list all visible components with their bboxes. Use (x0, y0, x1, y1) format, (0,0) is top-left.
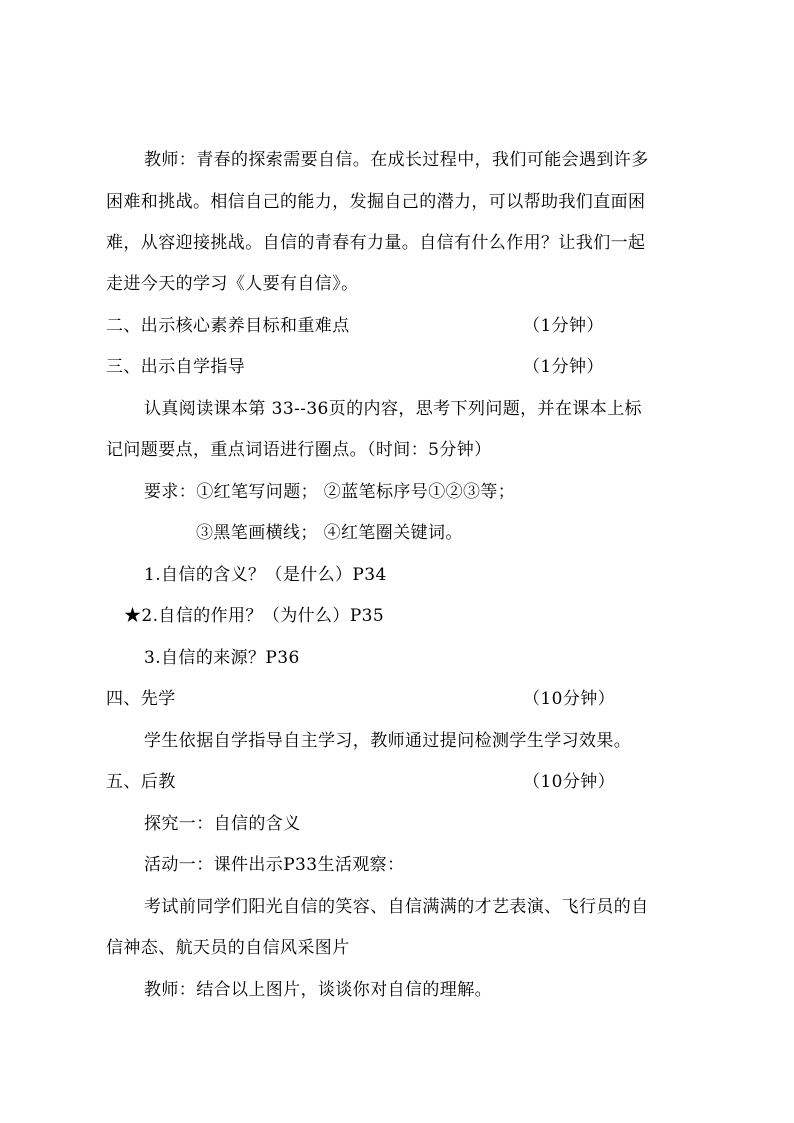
teacher-prompt: 教师：结合以上图片，谈谈你对自信的理解。 (144, 980, 492, 1000)
description-line: 考试前同学们阳光自信的笑容、自信满满的才艺表演、飞行员的自 (144, 897, 649, 917)
section-heading-5: 五、后教 (106, 772, 176, 792)
explore-heading: 探究一：自信的含义 (144, 814, 301, 834)
section-time-2: （1分钟） (523, 316, 604, 336)
section-heading-4: 四、先学 (106, 689, 176, 709)
section-text: 学生依据自学指导自主学习，教师通过提问检测学生学习效果。 (144, 731, 632, 751)
description-line: 信神态、航天员的自信风采图片 (106, 938, 350, 958)
paragraph-line: 走进今天的学习《人要有自信》。 (106, 274, 359, 294)
question-item-starred: ★2.自信的作用？（为什么）P35 (124, 606, 385, 626)
section-time-4: （10分钟） (523, 689, 616, 709)
question-item: 3.自信的来源？P36 (144, 648, 300, 668)
guidance-line: 记问题要点，重点词语进行圈点。（时间：5分钟） (106, 440, 492, 460)
paragraph-line: 教师：青春的探索需要自信。在成长过程中，我们可能会遇到许多 (144, 150, 649, 170)
question-item: 1.自信的含义？（是什么）P34 (144, 565, 387, 585)
paragraph-line: 难，从容迎接挑战。自信的青春有力量。自信有什么作用？让我们一起 (106, 233, 646, 253)
requirement-line: ③黑笔画横线； ④红笔圈关键词。 (196, 523, 463, 543)
activity-line: 活动一：课件出示P33生活观察： (144, 855, 405, 875)
section-time-3: （1分钟） (523, 357, 604, 377)
requirement-line: 要求：①红笔写问题； ②蓝笔标序号①②③等； (144, 482, 516, 502)
section-time-5: （10分钟） (523, 772, 616, 792)
section-heading-3: 三、出示自学指导 (106, 357, 246, 377)
section-heading-2: 二、出示核心素养目标和重难点 (106, 316, 350, 336)
paragraph-line: 困难和挑战。相信自己的能力，发掘自己的潜力，可以帮助我们直面困 (106, 192, 646, 212)
guidance-line: 认真阅读课本第 33--36页的内容，思考下列问题，并在课本上标 (144, 399, 642, 419)
